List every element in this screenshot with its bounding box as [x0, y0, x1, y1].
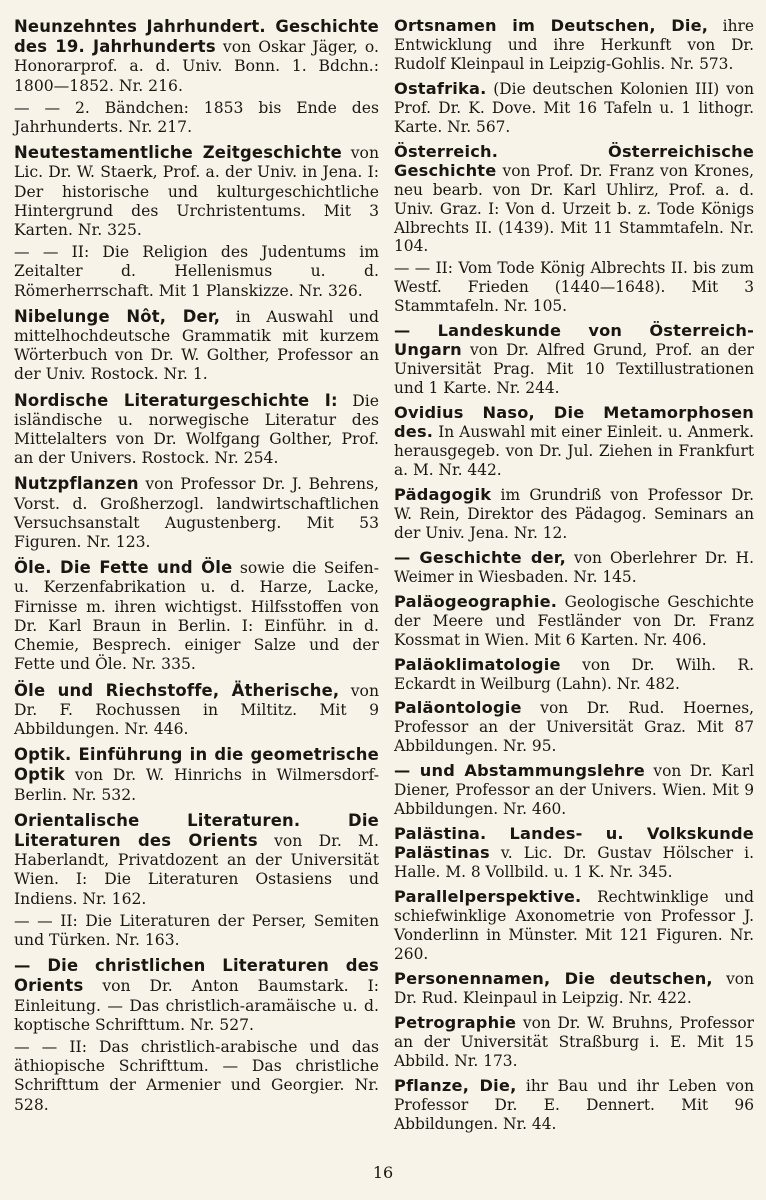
catalog-entry — [394, 259, 754, 316]
entry-text: In Auswahl mit einer Einleit. u. Anmerk. herausgegeb. von Dr. Jul. Ziehen in Frankfurt a. M. Nr. 442. — [394, 423, 754, 479]
catalog-entry — [14, 956, 379, 1035]
entry-text: ihr Bau und ihr Leben von Professor Dr. E. Dennert. Mit 96 Abbildungen. Nr. 44. — [394, 1076, 754, 1133]
entry-text: von Prof. Dr. Franz von Krones, neu bearb. von Dr. Karl Uhlirz, Prof. a. d. Univ. Graz. I: Von d. Urzeit b. z. Tode Königs Albrechts II. (1439). Mit 11 Stammtafeln. Nr. 104. — [394, 161, 754, 256]
entry-heading: Paläoklimatologie — [394, 654, 561, 674]
catalog-entry — [14, 243, 379, 301]
entry-heading: Paläontologie — [394, 698, 522, 718]
entry-heading: — Geschichte der, — [394, 547, 566, 567]
entry-text: ihre Entwicklung und ihre Herkunft von Dr. Rudolf Kleinpaul in Leipzig-Gohlis. Nr. 573. — [394, 17, 754, 73]
entry-text: von Lic. Dr. W. Staerk, Prof. a. der Univ. in Jena. I: Der historische und kulturgeschichtliche Hintergrund des Urchristentums. Mit 3 Karten. Nr. 325. — [14, 144, 379, 240]
entry-heading: Personennamen, Die deutschen, — [394, 968, 713, 988]
entry-text: Die isländische u. norwegische Literatur des Mittelalters von Dr. Wolfgang Golther, Prof. an der Univers. Rostock. Nr. 254. — [14, 391, 379, 468]
entry-heading: Optik. Einführung in die geometrische Optik — [14, 745, 379, 785]
catalog-entry — [394, 825, 754, 882]
catalog-entry — [14, 811, 379, 909]
entry-text: — — II: Die Literaturen der Perser, Semiten und Türken. Nr. 163. — [14, 911, 379, 949]
catalog-entry — [394, 1077, 754, 1134]
entry-heading: Öle und Riechstoffe, Ätherische, — [14, 680, 340, 700]
catalog-entry — [394, 143, 754, 257]
entry-text: in Auswahl und mittelhochdeutsche Grammatik mit kurzem Wörterbuch von Dr. W. Golther, Professor an der Univ. Rostock. Nr. 1. — [14, 307, 379, 384]
entry-text: im Grundriß von Professor Dr. W. Rein, Direktor des Pädagog. Seminars an der Univ. Jena. Nr. 12. — [394, 485, 754, 542]
entry-text: von Dr. Anton Baumstark. I: Einleitung. — Das christlich-aramäische u. d. koptische Schrifttum. Nr. 527. — [14, 977, 379, 1034]
catalog-entry — [394, 656, 754, 694]
catalog-entry — [394, 1014, 754, 1071]
entry-text: Geologische Geschichte der Meere und Festländer von Dr. Franz Kossmat in Wien. Mit 6 Karten. Nr. 406. — [394, 592, 754, 649]
catalog-entry — [14, 474, 379, 552]
entry-heading: Nibelunge Nôt, Der, — [14, 306, 221, 326]
entry-text: von Oberlehrer Dr. H. Weimer in Wiesbaden. Nr. 145. — [394, 548, 754, 586]
entry-text: (Die deutschen Kolonien III) von Prof. Dr. K. Dove. Mit 16 Tafeln u. 1 lithogr. Karte. Nr. 567. — [394, 79, 754, 136]
entry-heading: Ovidius Naso, Die Metamorphosen des. — [394, 403, 754, 442]
entry-text: von Dr. Karl Diener, Professor an der Univers. Wien. Mit 9 Abbildungen. Nr. 460. — [394, 762, 754, 819]
catalog-entry — [394, 80, 754, 137]
catalog-entry — [14, 912, 379, 950]
catalog-entry — [14, 558, 379, 674]
catalog-entry — [394, 593, 754, 650]
entry-text: v. Lic. Dr. Gustav Hölscher i. Halle. M. 8 Vollbild. u. 1 K. Nr. 345. — [394, 844, 754, 882]
entry-heading: Österreich. Österreichische Geschichte — [394, 141, 754, 180]
entry-heading: Palästina. Landes- u. Volkskunde Palästinas — [394, 824, 754, 863]
catalog-entry — [14, 391, 379, 469]
entry-heading: — Die christlichen Literaturen des Orients — [14, 956, 379, 996]
entry-text: von Dr. Rud. Kleinpaul in Leipzig. Nr. 422. — [394, 969, 754, 1007]
catalog-entry — [394, 322, 754, 398]
entry-heading: Neunzehntes Jahrhundert. Geschichte des 19. Jahrhunderts — [14, 17, 379, 57]
catalog-entry — [394, 699, 754, 756]
entry-text: von Dr. W. Hinrichs in Wilmersdorf-Berlin. Nr. 532. — [14, 766, 379, 804]
catalog-entry — [394, 888, 754, 964]
entry-text: — — II: Das christlich-arabische und das äthiopische Schrifttum. — Das christliche Schrifttum der Armenier und Georgier. Nr. 528. — [14, 1037, 379, 1114]
entry-heading: Petrographie — [394, 1012, 517, 1032]
entry-heading: Nutzpflanzen — [14, 474, 139, 494]
entry-heading: Neutestamentliche Zeitgeschichte — [14, 143, 342, 163]
entry-heading: Öle. Die Fette und Öle — [14, 558, 233, 578]
entry-heading: — Landeskunde von Österreich-Ungarn — [394, 321, 754, 360]
entry-heading: Pädagogik — [394, 484, 492, 504]
catalog-entry — [394, 970, 754, 1008]
entry-text: von Dr. Wilh. R. Eckardt in Weilburg (Lahn). Nr. 482. — [394, 655, 754, 693]
entry-text: Rechtwinklige und schiefwinklige Axonometrie von Professor J. Vonderlinn in Münster. Mit 121 Figuren. Nr. 260. — [394, 888, 754, 963]
catalog-entry — [14, 1038, 379, 1115]
entry-text: von Dr. F. Rochussen in Miltitz. Mit 9 Abbildungen. Nr. 446. — [14, 681, 379, 738]
catalog-entry — [14, 745, 379, 805]
entry-text: von Professor Dr. J. Behrens, Vorst. d. Großherzogl. landwirtschaftlichen Versuchsanstalt Augustenberg. Mit 53 Figuren. Nr. 123. — [14, 475, 379, 552]
catalog-entry — [394, 486, 754, 543]
page-number: 16 — [372, 1163, 394, 1182]
entry-text: — — II: Die Religion des Judentums im Zeitalter d. Hellenismus u. d. Römerherrschaft. Mit 1 Planskizze. Nr. 326. — [14, 243, 379, 300]
catalog-entry — [14, 17, 379, 96]
entry-heading: Pflanze, Die, — [394, 1075, 517, 1095]
catalog-entry — [14, 307, 379, 385]
catalog-entry — [394, 404, 754, 480]
entry-heading: Parallelperspektive. — [394, 887, 582, 907]
entry-text: von Dr. M. Haberlandt, Privatdozent an der Universität Wien. I: Die Literaturen Ostasiens und Indiens. Nr. 162. — [14, 831, 379, 908]
entry-text: von Dr. W. Bruhns, Professor an der Universität Straßburg i. E. Mit 15 Abbild. Nr. 173. — [394, 1013, 754, 1070]
catalog-entry — [14, 99, 379, 137]
right-column — [394, 17, 754, 1139]
catalog-entry — [14, 143, 379, 240]
catalog-entry — [394, 762, 754, 819]
left-column — [14, 17, 379, 1121]
entry-text: von Dr. Rud. Hoernes, Professor an der Universität Graz. Mit 87 Abbildungen. Nr. 95. — [394, 699, 754, 756]
entry-heading: — und Abstammungslehre — [394, 761, 645, 781]
entry-text: von Oskar Jäger, o. Honorarprof. a. d. Univ. Bonn. 1. Bdchn.: 1800—1852. Nr. 216. — [14, 38, 379, 95]
entry-heading: Orientalische Literaturen. Die Literaturen des Orients — [14, 810, 379, 850]
catalog-entry — [394, 549, 754, 587]
entry-text: von Dr. Alfred Grund, Prof. an der Universität Prag. Mit 10 Textillustrationen und 1 Karte. Nr. 244. — [394, 341, 754, 398]
catalog-entry — [14, 681, 379, 740]
entry-text: — — II: Vom Tode König Albrechts II. bis zum Westf. Frieden (1440—1648). Mit 3 Stammtafeln. Nr. 105. — [394, 259, 754, 316]
entry-heading: Nordische Literaturgeschichte I: — [14, 390, 338, 410]
entry-text: sowie die Seifen- u. Kerzenfabrikation u. d. Harze, Lacke, Firnisse m. ihren wichtigst. Hilfsstoffen von Dr. Karl Braun in Berlin. I: Einführ. in d. Chemie, Besprech. einiger Salze und der Fette und Öle. Nr. 335. — [14, 559, 379, 674]
entry-heading: Ostafrika. — [394, 78, 487, 98]
entry-heading: Paläogeographie. — [394, 591, 558, 611]
catalog-entry — [394, 17, 754, 74]
entry-heading: Ortsnamen im Deutschen, Die, — [394, 16, 709, 35]
entry-text: — — 2. Bändchen: 1853 bis Ende des Jahrhunderts. Nr. 217. — [14, 98, 379, 137]
